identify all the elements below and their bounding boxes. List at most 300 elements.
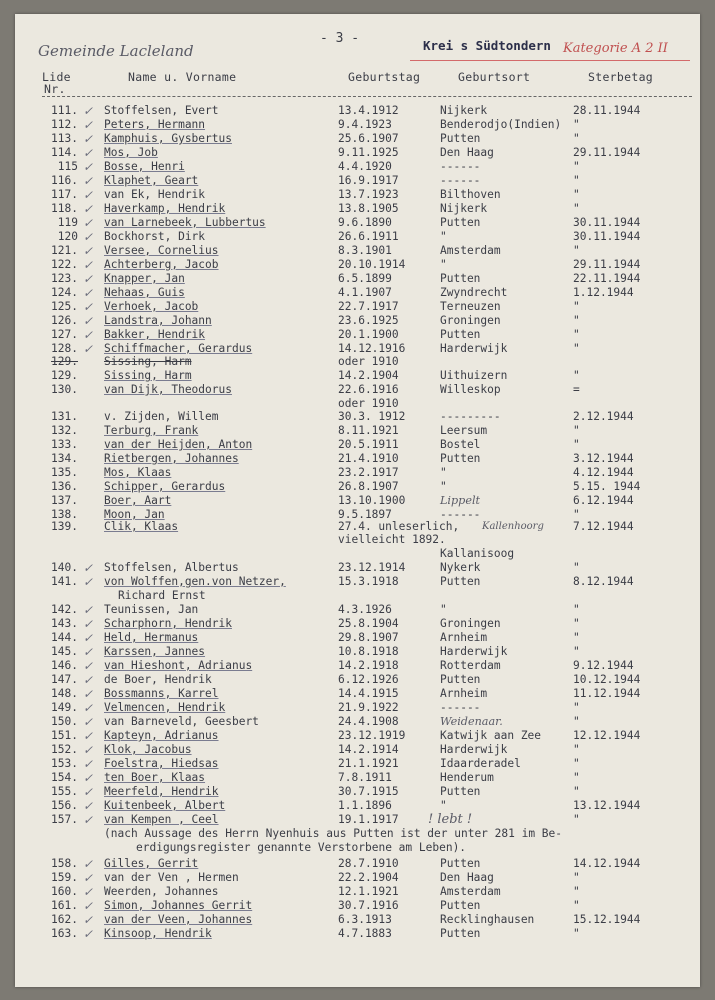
row-number: 124. [51, 286, 78, 299]
row-birth-date: 20.10.1914 [338, 258, 406, 271]
table-row [0, 589, 715, 603]
row-name: ten Boer, Klaas [104, 771, 206, 784]
row-number: 152. [51, 743, 78, 756]
row-birth-date: 6.12.1926 [338, 673, 399, 686]
pencil-check-mark: ✓ [83, 174, 94, 188]
table-row [0, 202, 715, 216]
row-birth-date: 7.8.1911 [338, 771, 392, 784]
pencil-check-mark: ✓ [83, 757, 94, 771]
table-row [0, 899, 715, 913]
row-name: Rietbergen, Johannes [104, 452, 239, 465]
row-birth-date: 21.4.1910 [338, 452, 399, 465]
row-death-date: " [573, 743, 580, 756]
row-name: Nehaas, Guis [104, 286, 185, 299]
row-name: Knapper, Jan [104, 272, 185, 285]
row-number: 137. [51, 494, 78, 507]
table-row [0, 494, 715, 508]
row-birth-date: 8.3.1901 [338, 244, 392, 257]
row-birth-date: 23.2.1917 [338, 466, 399, 479]
table-row [0, 272, 715, 286]
row-number: 134. [51, 452, 78, 465]
row-birth-place: Bilthoven [440, 188, 501, 201]
pencil-check-mark: ✓ [83, 743, 94, 757]
row-number: 160. [51, 885, 78, 898]
pencil-check-mark: ✓ [83, 342, 94, 356]
row-name: Terburg, Frank [104, 424, 199, 437]
row-birth-date: 13.4.1912 [338, 104, 399, 117]
row-birth-place: Amsterdam [440, 244, 501, 257]
table-row [0, 687, 715, 701]
row-name: Stoffelsen, Albertus [104, 561, 239, 574]
col-header-geburtsort: Geburtsort [458, 70, 531, 84]
table-row [0, 533, 715, 547]
row-birth-place: Putten [440, 673, 481, 686]
row-death-date: " [573, 701, 580, 714]
row-birth-date: 1.1.1896 [338, 799, 392, 812]
row-name: van Ek, Hendrik [104, 188, 206, 201]
table-row [0, 715, 715, 729]
table-row [0, 813, 715, 827]
row-number: 129. [51, 369, 78, 382]
row-death-date: 11.12.1944 [573, 687, 641, 700]
table-row [0, 561, 715, 575]
row-birth-place: Recklinghausen [440, 913, 535, 926]
row-name: Verhoek, Jacob [104, 300, 199, 313]
row-death-date: 7.12.1944 [573, 520, 634, 533]
row-birth-place: Leersum [440, 424, 488, 437]
row-birth-place: ------ [440, 508, 481, 521]
col-header-lide: Lide [42, 70, 71, 84]
pencil-check-mark: ✓ [83, 885, 94, 899]
row-number: 140. [51, 561, 78, 574]
row-birth-date: 13.7.1923 [338, 188, 399, 201]
row-number: 143. [51, 617, 78, 630]
row-name: Versee, Cornelius [104, 244, 219, 257]
table-row [0, 480, 715, 494]
table-row [0, 452, 715, 466]
row-birth-place: ------ [440, 160, 481, 173]
pencil-check-mark: ✓ [83, 146, 94, 160]
row-number: 123. [51, 272, 78, 285]
table-row [0, 230, 715, 244]
table-row [0, 355, 715, 369]
row-birth-place: " [440, 466, 447, 479]
row-death-date: 14.12.1944 [573, 857, 641, 870]
row-number: 122. [51, 258, 78, 271]
row-birth-place: Putten [440, 785, 481, 798]
note-line-2: erdigungsregister genannte Verstorbene am Leben). [136, 841, 467, 854]
row-birth-place: Kallenhoorg [482, 521, 544, 532]
row-death-date: " [573, 899, 580, 912]
row-birth-date: vielleicht 1892. [338, 533, 446, 546]
table-row [0, 771, 715, 785]
col-header-nr: Nr. [44, 82, 66, 96]
annotation-note-line [0, 827, 715, 841]
row-death-date: " [573, 757, 580, 770]
row-birth-place: " [440, 603, 447, 616]
table-row [0, 885, 715, 899]
row-number: 112. [51, 118, 78, 131]
row-birth-date: oder 1910 [338, 355, 399, 368]
row-name: Simon, Johannes Gerrit [104, 899, 253, 912]
row-birth-place: ! lebt ! [428, 812, 473, 827]
row-death-date: " [573, 645, 580, 658]
handwritten-municipality: Gemeinde Lacleland [38, 42, 194, 60]
row-birth-date: 22.7.1917 [338, 300, 399, 313]
table-row [0, 547, 715, 561]
row-birth-date: 4.1.1907 [338, 286, 392, 299]
row-death-date: " [573, 927, 580, 940]
pencil-check-mark: ✓ [83, 899, 94, 913]
pencil-check-mark: ✓ [83, 813, 94, 827]
row-number: 142. [51, 603, 78, 616]
row-number: 141. [51, 575, 78, 588]
row-death-date: 4.12.1944 [573, 466, 634, 479]
pencil-check-mark: ✓ [83, 118, 94, 132]
row-birth-place: Benderodjo(Indien) [440, 118, 562, 131]
red-underline [410, 60, 690, 61]
row-name: Weerden, Johannes [104, 885, 219, 898]
row-death-date: " [573, 342, 580, 355]
row-death-date: 3.12.1944 [573, 452, 634, 465]
row-death-date: 30.11.1944 [573, 216, 641, 229]
row-birth-date: 9.6.1890 [338, 216, 392, 229]
header-rule [42, 96, 692, 98]
table-row [0, 104, 715, 118]
table-row [0, 286, 715, 300]
row-name: van Hieshont, Adrianus [104, 659, 253, 672]
annotation-note-line [0, 841, 715, 855]
row-number: 135. [51, 466, 78, 479]
row-death-date: 10.12.1944 [573, 673, 641, 686]
table-row [0, 300, 715, 314]
row-name: Moon, Jan [104, 508, 165, 521]
table-row [0, 785, 715, 799]
row-name: Bockhorst, Dirk [104, 230, 206, 243]
row-number: 132. [51, 424, 78, 437]
table-row [0, 438, 715, 452]
row-birth-date: 22.2.1904 [338, 871, 399, 884]
row-birth-place: ------ [440, 701, 481, 714]
row-number: 162. [51, 913, 78, 926]
row-birth-place: ------ [440, 174, 481, 187]
row-birth-date: 21.1.1921 [338, 757, 399, 770]
row-number: 149. [51, 701, 78, 714]
row-death-date: " [573, 785, 580, 798]
row-birth-place: Putten [440, 328, 481, 341]
row-name: Bosse, Henri [104, 160, 185, 173]
row-birth-date: 29.8.1907 [338, 631, 399, 644]
row-death-date: " [573, 715, 580, 728]
row-number: 118. [51, 202, 78, 215]
row-death-date: 15.12.1944 [573, 913, 641, 926]
row-birth-date: 27.4. unleserlich, [338, 520, 460, 533]
pencil-check-mark: ✓ [83, 132, 94, 146]
row-birth-date: 20.5.1911 [338, 438, 399, 451]
row-death-date: " [573, 174, 580, 187]
table-row [0, 132, 715, 146]
row-name: Klok, Jacobus [104, 743, 192, 756]
pencil-check-mark: ✓ [83, 314, 94, 328]
kreis-stamp: Krei s Südtondern [423, 38, 551, 53]
row-name: Schiffmacher, Gerardus [104, 342, 253, 355]
row-birth-place: Rotterdam [440, 659, 501, 672]
col-header-name: Name u. Vorname [128, 70, 237, 84]
row-number: 111. [51, 104, 78, 117]
row-birth-date: 13.8.1905 [338, 202, 399, 215]
row-birth-date: 4.7.1883 [338, 927, 392, 940]
row-birth-date: 20.1.1900 [338, 328, 399, 341]
table-row [0, 160, 715, 174]
pencil-check-mark: ✓ [83, 729, 94, 743]
row-birth-place: Harderwijk [440, 645, 508, 658]
row-death-date: " [573, 438, 580, 451]
row-number: 117. [51, 188, 78, 201]
row-number: 139. [51, 520, 78, 533]
row-death-date: " [573, 813, 580, 826]
pencil-check-mark: ✓ [83, 785, 94, 799]
row-birth-date: 9.11.1925 [338, 146, 399, 159]
row-death-date: 28.11.1944 [573, 104, 641, 117]
row-death-date: 22.11.1944 [573, 272, 641, 285]
pencil-check-mark: ✓ [83, 202, 94, 216]
row-birth-date: 9.4.1923 [338, 118, 392, 131]
row-number: 128. [51, 342, 78, 355]
row-birth-date: 24.4.1908 [338, 715, 399, 728]
row-name: Karssen, Jannes [104, 645, 206, 658]
table-row [0, 410, 715, 424]
row-birth-place: Groningen [440, 314, 501, 327]
table-row [0, 575, 715, 589]
pencil-check-mark: ✓ [83, 104, 94, 118]
row-name: Bossmanns, Karrel [104, 687, 219, 700]
row-number: 145. [51, 645, 78, 658]
row-death-date: 2.12.1944 [573, 410, 634, 423]
col-header-geburtstag: Geburtstag [348, 70, 421, 84]
row-death-date: 29.11.1944 [573, 258, 641, 271]
row-number: 156. [51, 799, 78, 812]
row-birth-date: 26.6.1911 [338, 230, 399, 243]
row-number: 115 [57, 160, 78, 173]
row-birth-place: Arnheim [440, 631, 488, 644]
row-death-date: " [573, 617, 580, 630]
pencil-check-mark: ✓ [83, 188, 94, 202]
table-row [0, 729, 715, 743]
row-death-date: 30.11.1944 [573, 230, 641, 243]
row-birth-date: 16.9.1917 [338, 174, 399, 187]
row-name: Velmencen, Hendrik [104, 701, 226, 714]
row-name: van Larnebeek, Lubbertus [104, 216, 266, 229]
table-row [0, 799, 715, 813]
pencil-check-mark: ✓ [83, 258, 94, 272]
row-birth-date: 23.12.1914 [338, 561, 406, 574]
row-number: 116. [51, 174, 78, 187]
row-birth-date: 14.12.1916 [338, 342, 406, 355]
row-birth-place: " [440, 230, 447, 243]
row-name: von Wolffen,gen.von Netzer, [104, 575, 286, 588]
row-birth-place: Putten [440, 899, 481, 912]
row-name: Scharphorn, Hendrik [104, 617, 232, 630]
pencil-check-mark: ✓ [83, 286, 94, 300]
row-death-date: " [573, 369, 580, 382]
pencil-check-mark: ✓ [83, 631, 94, 645]
row-death-date: 13.12.1944 [573, 799, 641, 812]
row-birth-place: Nykerk [440, 561, 481, 574]
row-birth-date: 28.7.1910 [338, 857, 399, 870]
row-birth-place: Uithuizern [440, 369, 508, 382]
row-death-date: " [573, 202, 580, 215]
table-row [0, 520, 715, 534]
row-birth-place: Putten [440, 132, 481, 145]
row-number: 133. [51, 438, 78, 451]
row-name: Achterberg, Jacob [104, 258, 219, 271]
table-row [0, 369, 715, 383]
row-name: Meerfeld, Hendrik [104, 785, 219, 798]
row-birth-date: 25.8.1904 [338, 617, 399, 630]
row-name: Landstra, Johann [104, 314, 212, 327]
row-birth-date: 21.9.1922 [338, 701, 399, 714]
pencil-check-mark: ✓ [83, 715, 94, 729]
row-name: Teunissen, Jan [104, 603, 199, 616]
row-birth-place: Bostel [440, 438, 481, 451]
table-row [0, 188, 715, 202]
row-number: 153. [51, 757, 78, 770]
pencil-check-mark: ✓ [83, 603, 94, 617]
row-birth-place: Nijkerk [440, 202, 488, 215]
row-birth-place: Arnheim [440, 687, 488, 700]
row-death-date: " [573, 132, 580, 145]
row-birth-place: " [440, 258, 447, 271]
row-death-date: " [573, 561, 580, 574]
row-death-date: 29.11.1944 [573, 146, 641, 159]
row-death-date: " [573, 603, 580, 616]
row-birth-place: Nijkerk [440, 104, 488, 117]
table-row [0, 258, 715, 272]
row-birth-place: Harderwijk [440, 743, 508, 756]
row-name: Peters, Hermann [104, 118, 206, 131]
row-name: Mos, Job [104, 146, 158, 159]
row-number: 163. [51, 927, 78, 940]
row-name: Klaphet, Geart [104, 174, 199, 187]
row-name: de Boer, Hendrik [104, 673, 212, 686]
row-name: Richard Ernst [118, 589, 206, 602]
table-row [0, 673, 715, 687]
row-birth-place: Putten [440, 452, 481, 465]
table-row [0, 383, 715, 397]
table-row [0, 216, 715, 230]
row-name: Boer, Aart [104, 494, 172, 507]
row-name: Kinsoop, Hendrik [104, 927, 212, 940]
row-death-date: " [573, 328, 580, 341]
row-number: 148. [51, 687, 78, 700]
row-name: van Barneveld, Geesbert [104, 715, 259, 728]
row-name: van der Ven , Hermen [104, 871, 239, 884]
row-name: Haverkamp, Hendrik [104, 202, 226, 215]
row-death-date: " [573, 188, 580, 201]
row-birth-date: 14.2.1914 [338, 743, 399, 756]
pencil-check-mark: ✓ [83, 687, 94, 701]
pencil-check-mark: ✓ [83, 244, 94, 258]
row-name: Gilles, Gerrit [104, 857, 199, 870]
table-row [0, 927, 715, 941]
table-row [0, 342, 715, 356]
row-name: Held, Hermanus [104, 631, 199, 644]
pencil-check-mark: ✓ [83, 673, 94, 687]
row-birth-date: 30.3. 1912 [338, 410, 406, 423]
row-birth-date: 15.3.1918 [338, 575, 399, 588]
row-name: Sissing, Harm [104, 355, 192, 368]
table-row [0, 617, 715, 631]
row-number: 161. [51, 899, 78, 912]
table-row [0, 603, 715, 617]
row-name: Stoffelsen, Evert [104, 104, 219, 117]
row-birth-place: Henderum [440, 771, 494, 784]
row-birth-date: 14.2.1904 [338, 369, 399, 382]
row-number: 113. [51, 132, 78, 145]
row-birth-place: Zwyndrecht [440, 286, 508, 299]
row-number: 119 [57, 216, 78, 229]
table-row [0, 397, 715, 411]
row-birth-date: 25.6.1907 [338, 132, 399, 145]
row-birth-date: 30.7.1916 [338, 899, 399, 912]
row-death-date: " [573, 244, 580, 257]
row-death-date: " [573, 118, 580, 131]
pencil-check-mark: ✓ [83, 857, 94, 871]
row-number: 136. [51, 480, 78, 493]
row-birth-date: 6.5.1899 [338, 272, 392, 285]
pencil-check-mark: ✓ [83, 913, 94, 927]
row-birth-place: Willeskop [440, 383, 501, 396]
row-name: Kamphuis, Gysbertus [104, 132, 232, 145]
row-number: 151. [51, 729, 78, 742]
row-death-date: " [573, 424, 580, 437]
row-birth-date: 14.4.1915 [338, 687, 399, 700]
row-name: Bakker, Hendrik [104, 328, 206, 341]
page-number: - 3 - [320, 31, 360, 46]
table-row [0, 631, 715, 645]
row-death-date: 1.12.1944 [573, 286, 634, 299]
row-birth-date: 6.3.1913 [338, 913, 392, 926]
row-name: Mos, Klaas [104, 466, 172, 479]
row-death-date: 8.12.1944 [573, 575, 634, 588]
row-birth-date: 8.11.1921 [338, 424, 399, 437]
pencil-check-mark: ✓ [83, 272, 94, 286]
table-row [0, 757, 715, 771]
row-birth-date: 13.10.1900 [338, 494, 406, 507]
row-birth-place: " [440, 799, 447, 812]
row-number: 125. [51, 300, 78, 313]
row-death-date: 6.12.1944 [573, 494, 634, 507]
row-number: 150. [51, 715, 78, 728]
row-birth-place: Putten [440, 575, 481, 588]
table-row [0, 645, 715, 659]
row-birth-date: 22.6.1916 [338, 383, 399, 396]
row-number: 146. [51, 659, 78, 672]
row-birth-date: 9.5.1897 [338, 508, 392, 521]
row-number: 127. [51, 328, 78, 341]
row-number: 144. [51, 631, 78, 644]
table-row [0, 244, 715, 258]
table-row [0, 424, 715, 438]
row-birth-date: 30.7.1915 [338, 785, 399, 798]
table-row [0, 146, 715, 160]
row-birth-place: Putten [440, 927, 481, 940]
pencil-check-mark: ✓ [83, 328, 94, 342]
row-birth-place: Idaarderadel [440, 757, 521, 770]
row-birth-place: Terneuzen [440, 300, 501, 313]
row-death-date: " [573, 631, 580, 644]
row-death-date: 12.12.1944 [573, 729, 641, 742]
